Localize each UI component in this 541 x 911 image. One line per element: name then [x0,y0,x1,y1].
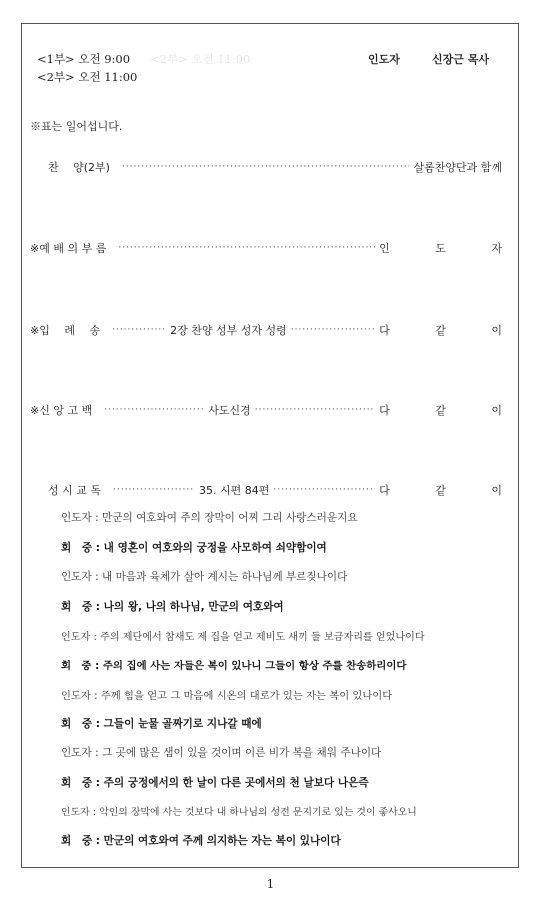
bulletin-frame [21,23,519,868]
dot-leader [118,240,375,256]
order-head: ※입 례 송 [30,324,101,337]
order-tail: 살롬찬양단과 함께 [413,161,502,174]
service-time-2: <2부> 오전 11:00 [37,70,138,84]
order-head: 성 시 교 독 [48,484,101,497]
order-tail: 다 같 이 [379,404,523,417]
dot-leader [291,322,375,338]
reading-line-congregation: 회 중 : 내 영혼이 여호와의 궁정을 사모하여 쇠약함이여 [61,542,327,554]
reading-line-leader: 인도자 : 만군의 여호와여 주의 장막이 어찌 그리 사랑스러운지요 [61,512,358,524]
reading-line-leader: 인도자 : 그 곳에 많은 샘이 있을 것이며 이른 비가 복을 채워 주나이다 [61,747,382,759]
reading-line-leader: 인도자 : 악인의 장막에 사는 것보다 내 하나님의 성전 문지기로 있는 것이 좋사오니 [61,807,417,818]
dot-leader [255,402,375,418]
order-head: 찬 양(2부) [48,161,110,174]
order-mid: 2장 찬양 성부 성자 성령 [170,324,287,337]
order-item-praise [30,159,502,175]
reading-line-leader: 인도자 : 주께 힘을 얻고 그 마음에 시온의 대로가 있는 자는 복이 있나이다 [61,690,393,702]
order-item-call-to-worship [30,240,523,256]
page-number: 1 [266,877,275,891]
standing-note: ※표는 일어섭니다. [30,120,123,133]
order-mid: 35. 시편 84편 [199,484,270,497]
reading-line-congregation: 회 중 : 주의 궁정에서의 한 날이 다른 곳에서의 천 날보다 나은즉 [61,777,369,789]
order-head: ※신 앙 고 백 [30,404,93,417]
order-mid: 사도신경 [208,404,251,417]
reading-line-congregation: 회 중 : 만군의 여호와여 주께 의지하는 자는 복이 있나이다 [61,835,341,847]
dot-leader [104,402,204,418]
order-head: ※예 배 의 부 름 [30,242,107,255]
order-tail: 다 같 이 [379,324,523,337]
dot-leader [112,322,166,338]
leader-label: 인도자 [368,53,400,66]
reading-line-congregation: 회 중 : 주의 집에 사는 자들은 복이 있나니 그들이 항상 주를 찬송하리이다 [61,660,407,672]
order-item-creed [30,402,523,418]
order-tail: 다 같 이 [379,484,523,497]
ghost-service-text: <2부> 오전 11:00 [150,52,251,66]
reading-line-leader: 인도자 : 내 마음과 육체가 살아 계시는 하나님께 부르짖나이다 [61,571,348,583]
leader-name: 신장근 목사 [432,53,489,66]
order-item-responsive-reading [30,482,523,498]
reading-line-congregation: 회 중 : 그들이 눈물 골짜기로 지나갈 때에 [61,718,262,730]
dot-leader [113,482,195,498]
dot-leader [122,159,410,175]
reading-line-congregation: 회 중 : 나의 왕, 나의 하나님, 만군의 여호와여 [61,601,284,613]
reading-line-leader: 인도자 : 주의 제단에서 참새도 제 집을 얻고 제비도 새끼 둘 보금자리를 얻었나이다 [61,632,425,643]
order-item-processional [30,322,523,338]
dot-leader [273,482,375,498]
service-time-1: <1부> 오전 9:00 [37,52,131,66]
order-tail: 인 도 자 [379,242,523,255]
